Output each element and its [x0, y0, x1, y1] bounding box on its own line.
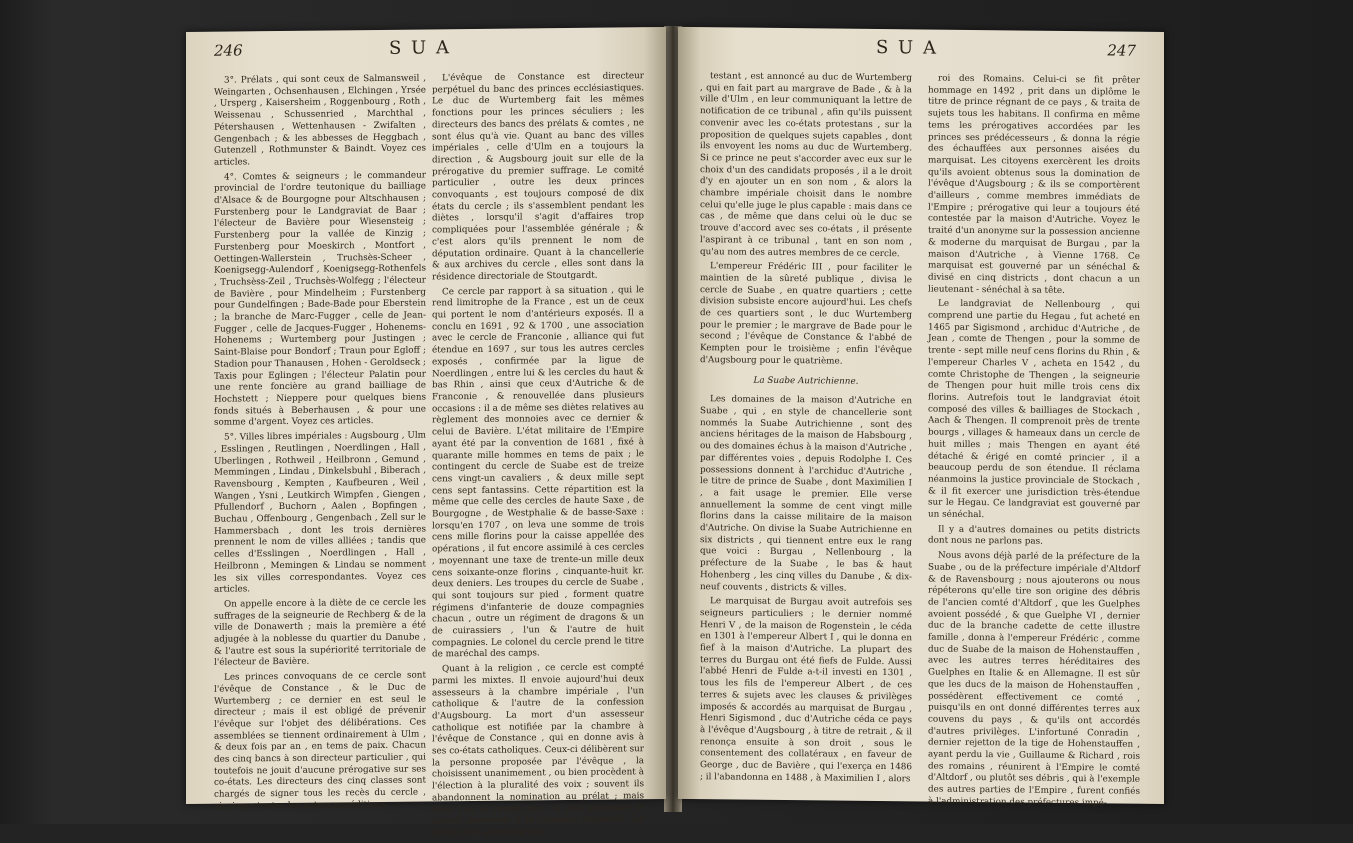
- left-page-header: [214, 35, 638, 65]
- left-page: [186, 27, 666, 839]
- paragraph: Ce cercle par rapport à sa situation , qui le rend limitrophe de la France , est un de ceux qui portent le nom d'antérieurs exposés. Il a conclu en 1691 , 92 & 1700 , une association avec le cercle de Franconie , alliance qui fut étendue en 1697 , sur tous les autres cercles exposés , confirmée par la ligue de Noerdlingen , entre lui & les cercles du haut & bas Rhin , ainsi que ceux d'Autriche & de Franconie , & renouvellée dans plusieurs occasions : il a de même ses diètes relatives au règlement des monnoies avec ce dernier & celui de Bavière. L'état militaire de l'Empire ayant été par la convention de 1681 , fixé à quarante mille hommes en tems de paix ; le contingent du cercle de Suabe est de treize cens vingt-un cavaliers , & deux mille sept cens sept fantassins. Cette répartition est la même que celle des cercles de haute Saxe , de Bourgogne , de Westphalie & de basse-Saxe : lorsqu'en 1707 , on leva une somme de trois cens mille florins pour la caisse appellée des opérations , il fut encore assimilé à ces cercles , moyennant une taxe de trente-un mille deux cens soixante-onze florins , cinquante-huit kr. deux deniers. Les troupes du cercle de Suabe , qui sont toujours sur pied , forment quatre régimens d'infanterie de douze compagnies chacun , outre un régiment de dragons & un de cuirassiers , l'un & l'autre de huit compagnies. Le colonel du cercle prend le titre de maréchal des camps.: [432, 284, 644, 660]
- left-column-2: [432, 71, 644, 839]
- right-running-head: S U A: [876, 36, 938, 59]
- paragraph: On appelle encore à la diète de ce cercle les suffrages de la seigneurie de Rechberg & de la ville de Donawerth ; mais la première a été adjugée à la noblesse du quartier du Danube , & l'autre est sous la supériorité territoriale de l'électeur de Bavière.: [214, 597, 426, 669]
- paragraph: Quant à la religion , ce cercle est compté parmi les mixtes. Il envoie aujourd'hui deux assesseurs à la chambre impériale , l'un catholique & l'autre de la confession d'Augsbourg. La mort d'un assesseur catholique est notifiée par la chambre à l'évêque de Constance , qui en donne avis à ses co-états catholiques. Ceux-ci délibèrent sur la personne proposée par l'évêque , la choisissent unanimement , ou bien procèdent à l'élection à la pluralité des voix ; souvent ils abandonnent la nomination au prélat ; mais dans l'un & l'autre cas , il doit présenter le nouvel assesseur à la chambre impériale. Le décès d'un assesseur pro-: [432, 662, 644, 839]
- paragraph: Les princes convoquans de ce cercle sont l'évêque de Constance , & le Duc de Wurtemberg ; ce dernier en est seul le directeur ; mais il est obligé de prévenir l'évêque sur l'objet des délibérations. Ces assemblées se tiennent ordinairement à Ulm , & deux fois par an , en tems de paix. Chacun des cinq bancs à son directeur particulier , qui toutefois ne jouit d'aucune prérogative sur ses co-états. Les directeurs des cinq classes sont chargés de signer tous les recès du cercle , ainsi que toutes les autres expéditions.: [214, 670, 426, 812]
- left-column-1: [214, 73, 426, 812]
- paragraph: Le landgraviat de Nellenbourg , qui comprend une partie du Hegau , fut acheté en 1465 par Sigismond , archiduc d'Autriche , de Jean , comte de Thengen , pour la somme de trente - sept mille neuf cens florins du Rhin , & l'empereur Charles V , acheta en 1542 , du comte Christophe de Thengen , la seigneurie de Thengen pour huit mille trois cens dix florins. Autrefois tout le landgraviat étoit composé des villes & bailliages de Stockach , Aach & Thengen. Il comprenoit près de trente bourgs , villages & hameaux dans un cercle de huit milles ; mais Thengen en ayant été détaché & érigé en comté princier , il a beaucoup perdu de son étendue. Il réclama néanmoins la justice provinciale de Stockach , & il fit exercer une jurisdiction très-étendue sur le Hegau. Ce landgraviat est gouverné par un sénéchal.: [928, 298, 1140, 521]
- paragraph: 3°. Prélats , qui sont ceux de Salmansweil , Weingarten , Ochsenhausen , Elchingen , Yrsée , Ursperg , Kaisersheim , Roggenbourg , Roth , Weissenau , Schussenried , Marchthal , Pétershausen , Wettenhausen - Zwifalten , Gengenbach ; & les abbesses de Heggbach , Gutenzell , Rothmunster & Baindt. Voyez ces articles.: [214, 73, 426, 168]
- right-page-number: 247: [1107, 41, 1136, 60]
- paragraph: testant , est annoncé au duc de Wurtemberg , qui en fait part au margrave de Bade , & à la ville d'Ulm , en leur communiquant la lettre de notification de ce tribunal , afin qu'ils puissent convenir avec les co-états protestans , sur la proposition de quelques sujets capables , dont ils envoyent les noms au duc de Wurtemberg. Si ce prince ne peut s'accorder avec eux sur le choix d'un des candidats proposés , il a le droit d'y en ajouter un en son nom , & alors la chambre impériale choisit dans le nombre celui qu'elle juge le plus capable : mais dans ce cas , de même que dans celui où le duc se trouve d'accord avec ses co-états , il présente l'aspirant à ce tribunal , tant en son nom , qu'au nom des autres membres de ce cercle.: [700, 71, 912, 259]
- left-page-number: 246: [214, 41, 243, 60]
- fold-shadow: [644, 27, 666, 799]
- left-running-head: S U A: [389, 37, 451, 59]
- paragraph: Le marquisat de Burgau avoit autrefois ses seigneurs particuliers ; le dernier nommé Henri V , de la maison de Rogenstein , le céda en 1301 à l'empereur Albert I , qui le donna en fief à la maison d'Autriche. La plupart des terres du Burgau ont été fiefs de Fulde. Aussi l'abbé Henri de Fulde a-t-il investi en 1301 , tous les fils de l'empereur Albert , de ces terres & sujets avec les clauses & privilèges imposés & accordés au marquisat de Burgau , Henri Sigismond , duc d'Autriche céda ce pays à l'évêque d'Augsbourg , à titre de retrait , & il renonça ensuite à son droit , sous le consentement des collatéraux , en faveur de George , duc de Bavière , qui l'exerça en 1486 ; il l'abandonna en 1488 , à Maximilien I , alors: [700, 596, 912, 785]
- paragraph: Il y a d'autres domaines ou petits districts dont nous ne parlons pas.: [928, 524, 1140, 548]
- paragraph: L'empereur Frédéric III , pour faciliter le maintien de la sûreté publique , divisa le cercle de Suabe , en quatre quartiers ; cette division subsiste encore aujourd'hui. Les chefs de ces quartiers sont , le duc Wurtemberg pour le premier ; le margrave de Bade pour le second ; l'évêque de Constance & l'abbé de Kempten pour le troisième ; enfin l'évêque d'Augsbourg pour le quatrième.: [700, 261, 912, 367]
- right-page-header: [706, 35, 1136, 66]
- paragraph: L'évêque de Constance est directeur perpétuel du banc des princes ecclésiastiques. Le duc de Wurtemberg fait les mêmes fonctions pour les princes séculiers ; les directeurs des bancs des prélats & comtes , ne sont élus qu'à vie. Quant au banc des villes impériales , celle d'Ulm en a toujours la direction , & Augsbourg jouit sur elle de la prérogative du premier suffrage. Le comité particulier , outre les deux princes convoquants , est toujours composé de dix états du cercle ; ils s'assemblent pendant les diètes , lorsqu'il s'agit d'affaires trop compliquées pour l'assemblée générale ; & c'est alors qu'ils prennent le nom de députation ordinaire. Quant à la chancellerie & aux archives du cercle , elles sont dans la résidence directoriale de Stoutgardt.: [432, 71, 644, 283]
- right-column-1: [700, 71, 912, 789]
- paragraph: Nous avons déjà parlé de la préfecture de la Suabe , ou de la préfecture impériale d'Altdorf & de Ravensbourg ; nous ajouterons ou nous répéterons qu'elle tire son origine des débris de l'ancien comté d'Altdorf , que les Guelphes avoient possédé , & que Guelphe VI , dernier duc de la branche cadette de cette illustre famille , donna à l'empereur Frédéric , comme duc de Suabe de la maison de Hohenstauffen , avec les autres terres héréditaires des Guelphes en Italie & en Allemagne. Il est sûr que les ducs de la maison de Hohenstauffen , possédèrent effectivement ce comté , puisqu'ils en ont donné différentes terres aux couvens du pays , & qu'ils ont accordés d'autres privilèges. L'infortuné Conradin , dernier rejetton de la tige de Hohenstauffen , ayant perdu la vie , Guillaume & Richard , rois des romains , réunirent à l'Empire le comté d'Altdorf , ou plutôt ses débris , qui à l'exemple des autres parties de l'Empire , furent confiés à l'administration des préfectures impé-: [928, 550, 1140, 809]
- paragraph: Les domaines de la maison d'Autriche en Suabe , qui , en style de chancellerie sont nommés la Suabe Autrichienne , sont des anciens héritages de la maison de Habsbourg , ou des domaines échus à la maison d'Autriche , par différentes voies , depuis Rodolphe I. Ces possessions donnent à l'archiduc d'Autriche , le titre de prince de Suabe , dont Maximilien I , a fait usage le premier. Elle verse annuellement la somme de cent vingt mille florins dans la caisse militaire de la maison d'Autriche. On divise la Suabe Autrichienne en six districts , qui tiennent entre eux le rang que voici : Burgau , Nellenbourg , la préfecture de la Suabe , le bas & haut Hohenberg , les cinq villes du Danube , & dix-neuf couvents , districts & villes.: [700, 394, 912, 594]
- section-heading: La Suabe Autrichienne.: [753, 375, 859, 387]
- paragraph: 4°. Comtes & seigneurs ; le commandeur provincial de l'ordre teutonique du bailliage d'Alsace & de Bourgogne pour Altschhausen ; Furstenberg pour le Landgraviat de Baar ; l'électeur de Bavière pour Wiesensteig ; Furstenberg pour la vallée de Kinzig ; Furstenberg pour Moeskirch , Montfort , Oettingen-Wallerstein , Truchsès-Scheer , Koenigsegg-Aulendorf , Koenigsegg-Rothenfels , Truchsèss-Zeil , Truchsès-Wolfegg ; l'électeur de Bavière , pour Mindelheim ; Furstenberg pour Gundelfingen ; Bade-Bade pour Eberstein ; la branche de Marc-Fugger , celle de Jean-Fugger , celle de Jacques-Fugger , Hohenems-Hohenems ; Wurtemberg pour Justingen ; Saint-Blaise pour Bondorf ; Traun pour Egloff ; Stadion pour Thanausen , Hohen - Geroldseck ; Taxis pour Eglingen ; l'électeur Palatin pour une rente foncière au grand bailliage de Hochstett ; Nieppere pour quelques biens fonds situés à Beberhausen , & pour une somme d'argent. Voyez ces articles.: [214, 170, 426, 429]
- fold-shadow: [678, 27, 700, 799]
- paragraph: 5°. Villes libres impériales : Augsbourg , Ulm , Esslingen , Reutlingen , Noerdlingen , Hall , Uberlingen , Rothweil , Heilbronn , Gemund , Memmingen , Lindau , Dinkelsbuhl , Biberach , Ravensbourg , Kempten , Kaufbeuren , Weil , Wangen , Ysni , Leutkirch Wimpfen , Giengen , Pfullendorf , Buchorn , Aalen , Bopfingen , Buchau , Offenbourg , Gengenbach , Zell sur le Hammersbach , dont les trois dernières prennent le nom de villes alliées ; tandis que celles d'Esslingen , Noerdlingen , Hall , Heilbronn , Memingen & Lindau se nomment les six villes correspondantes. Voyez ces articles.: [214, 430, 426, 595]
- paragraph: roi des Romains. Celui-ci se fit prêter hommage en 1492 , prit dans un diplôme le titre de prince régnant de ce pays , & traita de sujets tous les habitans. Il confirma en même tems les prérogatives accordées par les princes ses prédécesseurs , & donna la régie des échauffées aux personnes aisées du marquisat. Les citoyens exercèrent les droits qu'ils avoient obtenus sous la domination de l'évêque d'Augsbourg ; & ils se comportèrent d'ailleurs , comme membres immédiats de l'Empire ; prérogative qui leur a toujours été contestée par la maison d'Autriche. Voyez le traité d'un anonyme sur la possession ancienne & moderne du marquisat de Burgau , par la maison d'Autriche , à Vienne 1768. Ce marquisat est gouverné par un sénéchal & divisé en cinq districts , dont chacun a un lieutenant - sénéchal à sa tête.: [928, 73, 1140, 296]
- right-column-2: [928, 73, 1140, 809]
- right-page: [678, 27, 1164, 809]
